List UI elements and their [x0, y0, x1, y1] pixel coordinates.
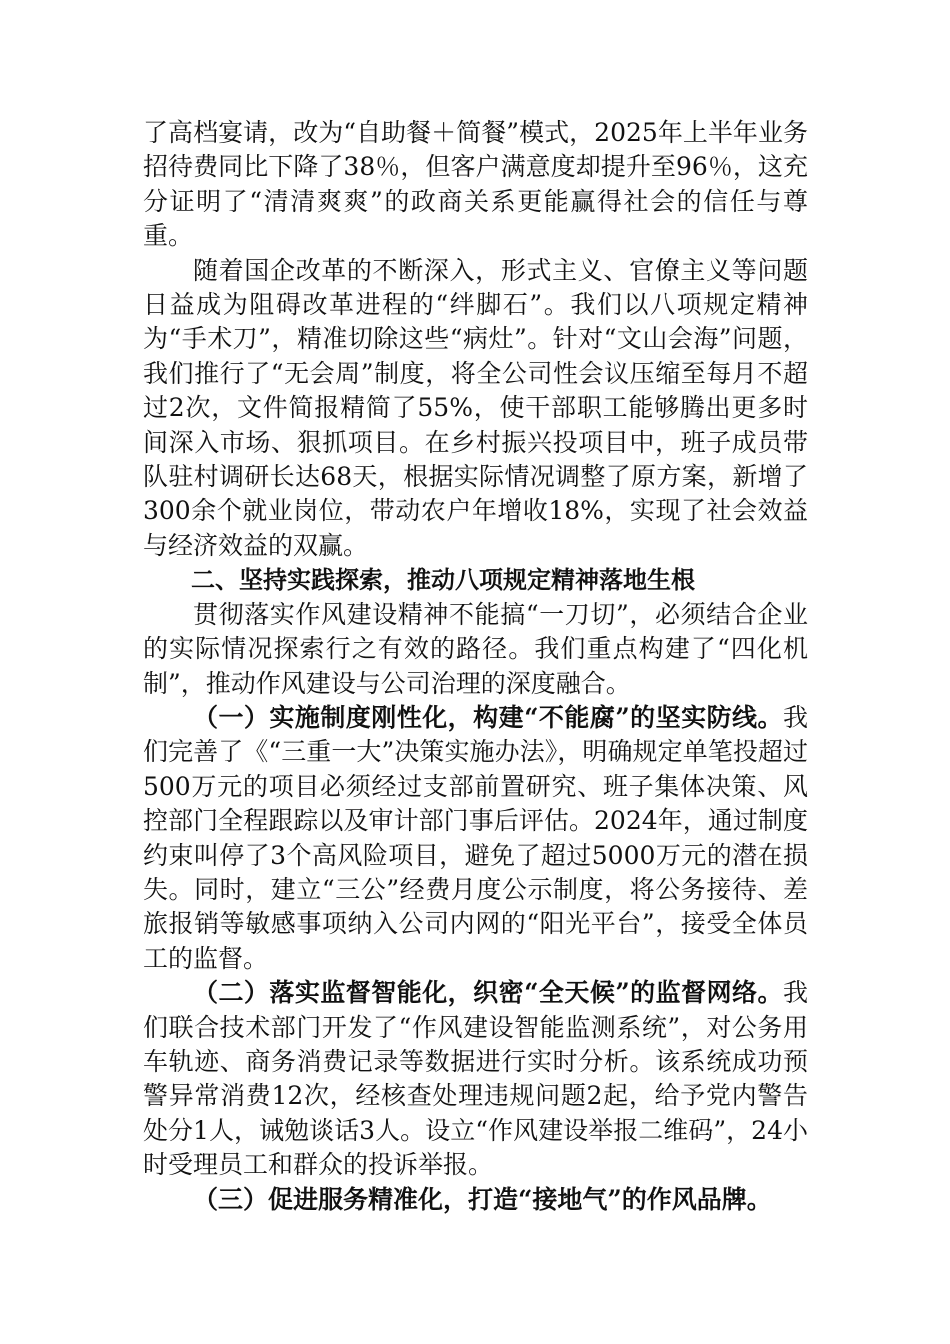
subsection-2-title: （二）落实监督智能化，织密“全天候”的监督网络。: [193, 978, 783, 1008]
subsection-1-body: 我们完善了《“三重一大”决策实施办法》，明确规定单笔投超过500万元的项目必须经过支部前置研究、班子集体决策、风控部门全程跟踪以及审计部门事后评估。2024年，通过制度约束叫停了3个高风险项目，避免了超过5000万元的潜在损失。同时，建立“三公”经费月度公示制度，将公务接待、差旅报销等敏感事项纳入公司内网的“阳光平台”，接受全体员工的监督。: [143, 702, 808, 973]
subsection-2: [143, 976, 808, 1182]
subsection-3-title: （三）促进服务精准化，打造“接地气”的作风品牌。: [193, 1184, 772, 1214]
paragraph-1: 了高档宴请，改为“自助餐＋简餐”模式，2025年上半年业务招待费同比下降了38％，但客户满意度却提升至96％，这充分证明了“清清爽爽”的政商关系更能赢得社会的信任与尊重。: [143, 118, 808, 251]
document-body: [143, 116, 808, 1217]
paragraph-3: 贯彻落实作风建设精神不能搞“一刀切”，必须结合企业的实际情况探索行之有效的路径。我们重点构建了“四化机制”，推动作风建设与公司治理的深度融合。: [143, 599, 808, 698]
paragraph-2: 随着国企改革的不断深入，形式主义、官僚主义等问题日益成为阻碍改革进程的“绊脚石”。我们以八项规定精神为“手术刀”，精准切除这些“病灶”。针对“文山会海”问题，我们推行了“无会周”制度，将全公司性会议压缩至每月不超过2次，文件简报精简了55%，使干部职工能够腾出更多时间深入市场、狠抓项目。在乡村振兴投项目中，班子成员带队驻村调研长达68天，根据实际情况调整了原方案，新增了300余个就业岗位，带动农户年增收18%，实现了社会效益与经济效益的双赢。: [143, 255, 808, 560]
subsection-2-body: 我们联合技术部门开发了“作风建设智能监测系统”，对公务用车轨迹、商务消费记录等数据进行实时分析。该系统成功预警异常消费12次，经核查处理违规问题2起，给予党内警告处分1人，诫勉谈话3人。设立“作风建设举报二维码”，24小时受理员工和群众的投诉举报。: [143, 978, 808, 1180]
subsection-1-title: （一）实施制度刚性化，构建“不能腐”的坚实防线。: [193, 702, 783, 732]
subsection-1: [143, 701, 808, 976]
subsection-3: [143, 1183, 808, 1217]
section-heading-2: 二、坚持实践探索，推动八项规定精神落地生根: [191, 566, 695, 595]
